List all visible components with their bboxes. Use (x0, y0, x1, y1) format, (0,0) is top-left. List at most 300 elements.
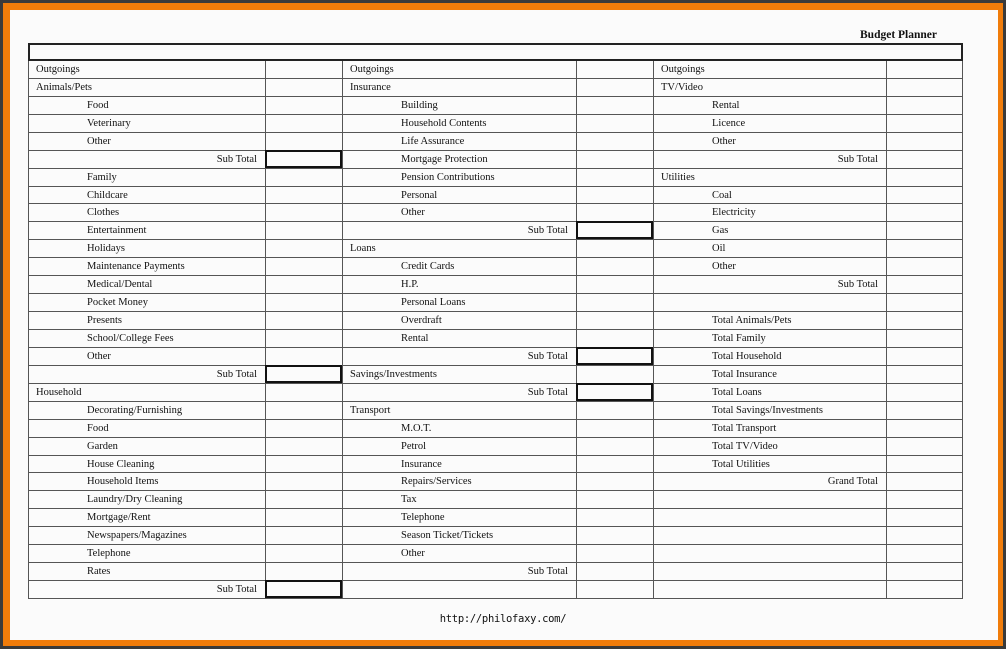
amount-field[interactable] (886, 456, 963, 473)
row-label: Rental (401, 333, 429, 344)
row-label: Personal Loans (401, 297, 466, 309)
section-heading-row (653, 79, 963, 97)
label-cell (653, 402, 886, 419)
footer-url[interactable]: http://philofaxy.com/ (439, 613, 567, 625)
label-cell (653, 258, 886, 275)
amount-field[interactable] (576, 294, 653, 311)
row-label: Overdraft (401, 315, 442, 327)
label-cell (342, 258, 576, 275)
amount-field[interactable] (265, 563, 342, 580)
amount-field[interactable] (265, 509, 342, 526)
subtotal-amount-field[interactable] (576, 383, 653, 401)
section-heading-row (342, 402, 653, 420)
label-cell (342, 473, 576, 490)
label-cell (653, 581, 886, 598)
subtotal-amount-field[interactable] (576, 347, 653, 365)
amount-field[interactable] (576, 169, 653, 186)
amount-field[interactable] (576, 402, 653, 419)
label-cell (28, 133, 265, 150)
label-cell (342, 276, 576, 293)
amount-field[interactable] (886, 348, 963, 365)
amount-field[interactable] (265, 473, 342, 490)
amount-field[interactable] (886, 563, 963, 580)
label-cell (28, 456, 265, 473)
row-label: Veterinary (87, 117, 131, 129)
label-cell (653, 366, 886, 383)
line-item-row (28, 402, 342, 420)
subtotal-row (342, 563, 653, 581)
line-item-row (342, 420, 653, 438)
label-cell (342, 187, 576, 204)
line-item-row (653, 456, 963, 474)
amount-field[interactable] (576, 509, 653, 526)
blank-row (653, 527, 963, 545)
row-label: Maintenance Payments (87, 261, 185, 273)
row-label: Garden (87, 440, 118, 452)
subtotal-amount-field[interactable] (265, 580, 342, 598)
label-cell (28, 169, 265, 186)
amount-field[interactable] (576, 456, 653, 473)
row-label: Total Household (712, 350, 782, 362)
amount-field[interactable] (886, 115, 963, 132)
row-label: Total Utilities (712, 458, 770, 470)
line-item-row (342, 438, 653, 456)
amount-field[interactable] (265, 115, 342, 132)
line-item-row (28, 97, 342, 115)
column-rule (28, 61, 29, 599)
amount-field[interactable] (886, 61, 963, 78)
line-item-row (653, 222, 963, 240)
amount-field[interactable] (576, 473, 653, 490)
amount-field[interactable] (886, 312, 963, 329)
row-label: Electricity (712, 207, 756, 219)
row-label: Household Items (87, 476, 159, 488)
label-cell (28, 151, 265, 168)
label-cell (342, 491, 576, 508)
label-cell (653, 61, 886, 78)
amount-field[interactable] (886, 509, 963, 526)
label-cell (28, 348, 265, 365)
amount-field[interactable] (576, 491, 653, 508)
amount-field[interactable] (265, 456, 342, 473)
label-cell (342, 509, 576, 526)
amount-field[interactable] (265, 294, 342, 311)
row-label: Sub Total (216, 153, 257, 165)
label-cell (28, 527, 265, 544)
amount-field[interactable] (265, 204, 342, 221)
label-cell (342, 294, 576, 311)
line-item-row (653, 204, 963, 222)
subtotal-amount-field[interactable] (886, 151, 963, 168)
label-cell (653, 438, 886, 455)
line-item-row (28, 563, 342, 581)
line-item-row (28, 115, 342, 133)
row-label: Total Family (712, 333, 766, 344)
label-cell (342, 240, 576, 257)
label-cell (28, 276, 265, 293)
amount-field[interactable] (576, 258, 653, 275)
line-item-row (28, 240, 342, 258)
subtotal-row (342, 222, 653, 240)
amount-field[interactable] (265, 420, 342, 437)
label-cell (342, 204, 576, 221)
amount-field[interactable] (886, 545, 963, 562)
line-item-row (342, 276, 653, 294)
row-label: Food (87, 99, 109, 111)
row-label: Total TV/Video (712, 440, 778, 452)
line-item-row (28, 420, 342, 438)
label-cell (653, 294, 886, 311)
line-item-row (653, 402, 963, 420)
row-label: Sub Total (216, 368, 257, 380)
line-item-row (28, 438, 342, 456)
section-heading-row (342, 240, 653, 258)
row-label: Presents (87, 315, 122, 327)
section-heading-row (342, 61, 653, 79)
subtotal-row (342, 384, 653, 402)
label-cell (28, 312, 265, 329)
column-rule (653, 61, 654, 599)
subtotal-row (653, 473, 963, 491)
label-cell (342, 384, 576, 401)
line-item-row (28, 169, 342, 187)
amount-field[interactable] (576, 187, 653, 204)
row-label: Other (87, 350, 111, 362)
amount-field[interactable] (886, 133, 963, 150)
section-heading-row (342, 366, 653, 384)
line-item-row (653, 366, 963, 384)
label-cell (342, 151, 576, 168)
label-cell (28, 187, 265, 204)
amount-field[interactable] (576, 115, 653, 132)
amount-field[interactable] (265, 330, 342, 347)
row-label: TV/Video (661, 81, 703, 93)
line-item-row (342, 169, 653, 187)
amount-field[interactable] (265, 97, 342, 114)
row-label: Pocket Money (87, 297, 148, 309)
line-item-row (653, 384, 963, 402)
label-cell (653, 491, 886, 508)
row-label: Clothes (87, 207, 120, 219)
amount-field[interactable] (886, 384, 963, 401)
label-cell (653, 330, 886, 347)
label-cell (342, 402, 576, 419)
label-cell (653, 563, 886, 580)
amount-field[interactable] (886, 222, 963, 239)
row-label: Total Transport (712, 422, 777, 434)
amount-field[interactable] (576, 61, 653, 78)
amount-field[interactable] (886, 258, 963, 275)
section-heading-row (342, 79, 653, 97)
blank-row (653, 563, 963, 581)
amount-field[interactable] (886, 420, 963, 437)
amount-field[interactable] (265, 491, 342, 508)
label-cell (28, 491, 265, 508)
row-label: Outgoings (350, 64, 394, 75)
label-cell (28, 438, 265, 455)
line-item-row (28, 258, 342, 276)
row-label: Other (401, 548, 425, 560)
row-label: Laundry/Dry Cleaning (87, 494, 183, 506)
row-label: Repairs/Services (401, 476, 472, 488)
header-box (28, 43, 963, 61)
row-label: Pension Contributions (401, 171, 495, 183)
label-cell (342, 330, 576, 347)
amount-field[interactable] (576, 151, 653, 168)
label-cell (653, 79, 886, 96)
amount-field[interactable] (576, 420, 653, 437)
label-cell (653, 348, 886, 365)
line-item-row (28, 222, 342, 240)
label-cell (342, 115, 576, 132)
amount-field[interactable] (576, 240, 653, 257)
row-label: Rates (87, 566, 111, 578)
row-label: Utilities (661, 171, 695, 183)
row-label: Total Savings/Investments (712, 404, 823, 416)
label-cell (28, 97, 265, 114)
amount-field[interactable] (265, 133, 342, 150)
amount-field[interactable] (265, 276, 342, 293)
line-item-row (342, 312, 653, 330)
line-item-row (28, 204, 342, 222)
amount-field[interactable] (886, 294, 963, 311)
amount-field[interactable] (265, 527, 342, 544)
column-rule (342, 61, 343, 599)
amount-field[interactable] (265, 402, 342, 419)
subtotal-row (653, 151, 963, 169)
row-label: Medical/Dental (87, 279, 153, 291)
label-cell (653, 97, 886, 114)
subtotal-row (342, 348, 653, 366)
line-item-row (28, 276, 342, 294)
amount-field[interactable] (576, 276, 653, 293)
line-item-row (28, 348, 342, 366)
budget-column-2 (342, 61, 653, 599)
subtotal-amount-field[interactable] (265, 150, 342, 168)
amount-field[interactable] (886, 527, 963, 544)
subtotal-amount-field[interactable] (886, 276, 963, 293)
label-cell (653, 527, 886, 544)
label-cell (28, 384, 265, 401)
label-cell (653, 456, 886, 473)
label-cell (653, 276, 886, 293)
line-item-row (28, 491, 342, 509)
row-label: Grand Total (827, 476, 878, 488)
amount-field[interactable] (576, 330, 653, 347)
subtotal-amount-field[interactable] (886, 473, 963, 490)
section-heading-row (28, 61, 342, 79)
line-item-row (653, 240, 963, 258)
amount-field[interactable] (886, 581, 963, 598)
amount-field[interactable] (265, 312, 342, 329)
label-cell (342, 348, 576, 365)
table-right-rule (962, 61, 963, 599)
line-item-row (28, 312, 342, 330)
amount-field[interactable] (265, 79, 342, 96)
subtotal-amount-field[interactable] (265, 365, 342, 383)
row-label: Sub Total (527, 350, 568, 362)
row-label: Transport (350, 404, 391, 416)
row-label: School/College Fees (87, 333, 174, 344)
label-cell (28, 258, 265, 275)
amount-field[interactable] (576, 312, 653, 329)
amount-field[interactable] (886, 97, 963, 114)
row-label: Childcare (87, 189, 128, 201)
line-item-row (653, 348, 963, 366)
row-label: House Cleaning (87, 458, 155, 470)
label-cell (342, 527, 576, 544)
label-cell (653, 169, 886, 186)
amount-field[interactable] (576, 79, 653, 96)
line-item-row (342, 258, 653, 276)
row-label: Holidays (87, 243, 125, 255)
label-cell (28, 115, 265, 132)
label-cell (28, 240, 265, 257)
amount-field[interactable] (265, 348, 342, 365)
budget-column-3 (653, 61, 963, 599)
amount-field[interactable] (576, 581, 653, 598)
amount-field[interactable] (576, 204, 653, 221)
amount-field[interactable] (886, 187, 963, 204)
row-label: Household Contents (401, 117, 487, 129)
subtotal-amount-field[interactable] (576, 563, 653, 580)
line-item-row (342, 527, 653, 545)
label-cell (28, 563, 265, 580)
amount-field[interactable] (576, 438, 653, 455)
label-cell (653, 312, 886, 329)
row-label: Petrol (401, 440, 427, 452)
amount-field[interactable] (576, 97, 653, 114)
line-item-row (653, 312, 963, 330)
row-label: Decorating/Furnishing (87, 404, 183, 416)
amount-field[interactable] (265, 240, 342, 257)
subtotal-row (28, 581, 342, 599)
amount-field[interactable] (265, 545, 342, 562)
line-item-row (28, 456, 342, 474)
row-label: Licence (712, 117, 746, 129)
row-label: Telephone (401, 512, 445, 524)
row-label: Rental (712, 99, 740, 111)
subtotal-amount-field[interactable] (576, 221, 653, 239)
label-cell (342, 79, 576, 96)
row-label: Insurance (350, 81, 391, 93)
line-item-row (342, 509, 653, 527)
label-cell (653, 133, 886, 150)
label-cell (653, 222, 886, 239)
label-cell (28, 294, 265, 311)
amount-field[interactable] (576, 527, 653, 544)
line-item-row (28, 509, 342, 527)
line-item-row (342, 151, 653, 169)
amount-field[interactable] (886, 366, 963, 383)
amount-field[interactable] (576, 133, 653, 150)
line-item-row (342, 187, 653, 205)
label-cell (28, 222, 265, 239)
amount-field[interactable] (886, 330, 963, 347)
line-item-row (342, 456, 653, 474)
label-cell (342, 61, 576, 78)
row-label: Season Ticket/Tickets (401, 530, 494, 542)
amount-field[interactable] (576, 366, 653, 383)
line-item-row (653, 330, 963, 348)
row-label: Insurance (401, 458, 442, 470)
row-label: Personal (401, 189, 438, 201)
amount-field[interactable] (265, 438, 342, 455)
line-item-row (342, 97, 653, 115)
line-item-row (342, 115, 653, 133)
row-label: Credit Cards (401, 261, 455, 273)
row-label: Coal (712, 189, 732, 201)
label-cell (653, 187, 886, 204)
row-label: Sub Total (527, 386, 568, 398)
line-item-row (653, 133, 963, 151)
amount-field[interactable] (886, 204, 963, 221)
row-label: Sub Total (837, 279, 878, 291)
amount-field[interactable] (886, 491, 963, 508)
row-label: Loans (350, 243, 376, 255)
line-item-row (28, 294, 342, 312)
label-cell (28, 420, 265, 437)
label-cell (342, 222, 576, 239)
amount-field[interactable] (576, 545, 653, 562)
section-heading-row (28, 384, 342, 402)
row-label: M.O.T. (401, 422, 432, 434)
blank-row (653, 491, 963, 509)
row-label: Entertainment (87, 225, 147, 237)
amount-field[interactable] (265, 169, 342, 186)
amount-field[interactable] (265, 61, 342, 78)
row-label: Telephone (87, 548, 131, 560)
label-cell (653, 509, 886, 526)
label-cell (342, 366, 576, 383)
section-heading-row (653, 169, 963, 187)
amount-field[interactable] (265, 222, 342, 239)
label-cell (653, 545, 886, 562)
subtotal-row (653, 276, 963, 294)
subtotal-row (28, 151, 342, 169)
subtotal-row (28, 366, 342, 384)
label-cell (28, 509, 265, 526)
row-label: Life Assurance (401, 135, 465, 147)
amount-field[interactable] (886, 438, 963, 455)
amount-field[interactable] (265, 258, 342, 275)
line-item-row (28, 527, 342, 545)
amount-field[interactable] (886, 240, 963, 257)
amount-field[interactable] (886, 169, 963, 186)
row-label: Total Animals/Pets (712, 315, 792, 327)
row-label: Total Loans (712, 386, 762, 398)
blank-row (342, 581, 653, 599)
row-label: Outgoings (661, 64, 705, 75)
amount-field[interactable] (886, 79, 963, 96)
line-item-row (28, 473, 342, 491)
line-item-row (342, 473, 653, 491)
label-cell (28, 79, 265, 96)
label-cell (28, 473, 265, 490)
amount-field[interactable] (265, 384, 342, 401)
label-cell (28, 545, 265, 562)
amount-field[interactable] (265, 187, 342, 204)
row-label: Animals/Pets (36, 81, 93, 93)
row-label: Building (401, 99, 438, 111)
row-label: Other (401, 207, 425, 219)
amount-field[interactable] (886, 402, 963, 419)
budget-column-1 (28, 61, 342, 599)
row-label: Other (712, 261, 736, 273)
label-cell (342, 133, 576, 150)
label-cell (342, 456, 576, 473)
section-heading-row (28, 79, 342, 97)
